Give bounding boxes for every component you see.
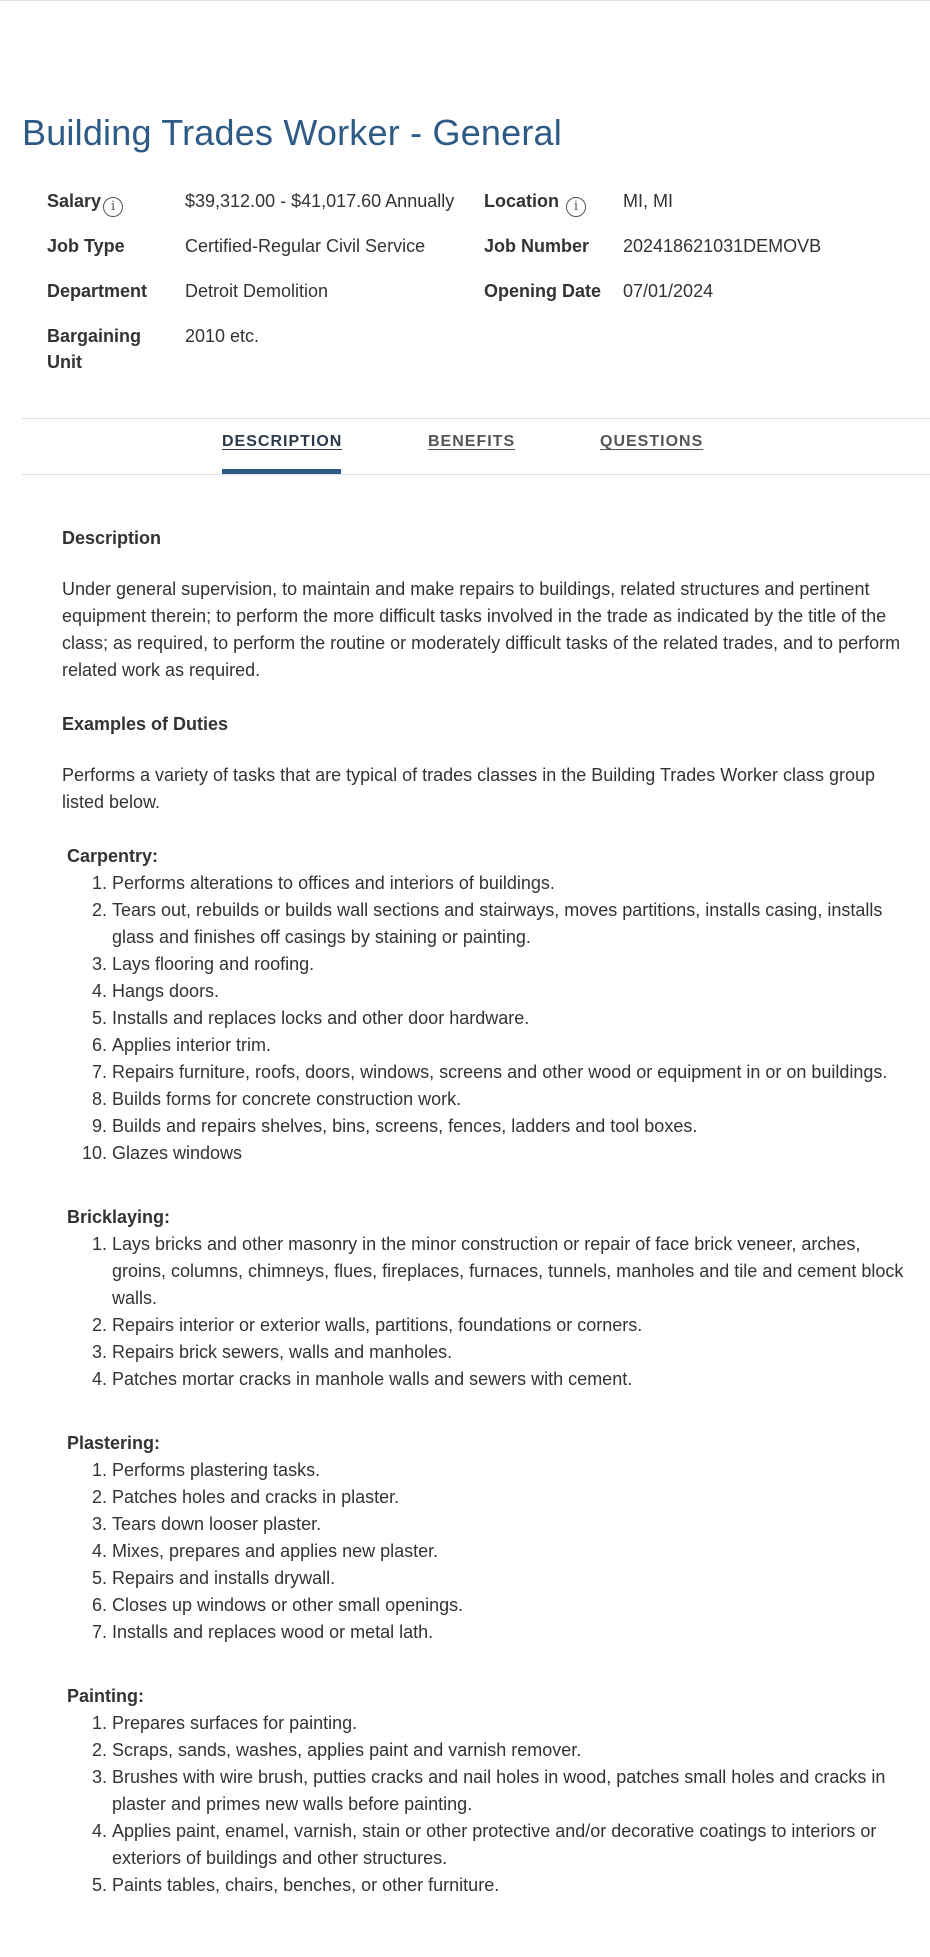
list-item: 6. Closes up windows or other small openings.: [112, 1592, 912, 1619]
job-number-label: Job Number: [484, 236, 590, 256]
salary-info-icon[interactable]: i: [103, 197, 123, 217]
duties-list: [112, 1710, 912, 1899]
bargaining-unit-label: Bargaining Unit: [47, 326, 142, 372]
trade-heading: Carpentry:: [67, 846, 159, 866]
list-item: 9. Builds and repairs shelves, bins, screens, fences, ladders and tool boxes.: [112, 1113, 912, 1140]
list-item: 6. Applies interior trim.: [112, 1032, 912, 1059]
location-value: MI, MI: [623, 191, 673, 211]
list-item: 4. Hangs doors.: [112, 978, 912, 1005]
trades-list: [62, 843, 912, 1899]
duties-list: [112, 1231, 912, 1393]
description-text: Under general supervision, to maintain and make repairs to buildings, related structures and pertinent equipment therein; to perform the more difficult tasks involved in the trade as indicated by the title of the class; as required, to perform the routine or moderately difficult tasks of the related trades, and to perform related work as required.: [62, 579, 901, 680]
trade-section: [62, 843, 912, 1167]
list-item: 4. Patches mortar cracks in manhole walls and sewers with cement.: [112, 1366, 912, 1393]
tab-bar: [22, 418, 930, 475]
trade-heading: Painting:: [67, 1686, 144, 1706]
trade-heading: Plastering:: [67, 1433, 161, 1453]
list-item: 2. Tears out, rebuilds or builds wall sections and stairways, moves partitions, installs casing, installs glass and finishes off casings by staining or painting.: [112, 897, 912, 951]
trade-section: [62, 1683, 912, 1899]
duties-list: [112, 870, 912, 1167]
list-item: 3. Brushes with wire brush, putties cracks and nail holes in wood, patches small holes and cracks in plaster and primes new walls before painting.: [112, 1764, 912, 1818]
trade-section: [62, 1430, 912, 1646]
tab-benefits[interactable]: BENEFITS: [428, 433, 516, 450]
salary-label: Salary i: [47, 188, 123, 217]
list-item: 1. Performs alterations to offices and interiors of buildings.: [112, 870, 912, 897]
department-label: Department: [47, 281, 148, 301]
list-item: 7. Repairs furniture, roofs, doors, windows, screens and other wood or equipment in or on buildings.: [112, 1059, 912, 1086]
list-item: 2. Patches holes and cracks in plaster.: [112, 1484, 912, 1511]
opening-date-label: Opening Date: [484, 281, 602, 301]
description-content: [62, 525, 912, 1899]
list-item: 8. Builds forms for concrete construction work.: [112, 1086, 912, 1113]
list-item: 5. Repairs and installs drywall.: [112, 1565, 912, 1592]
list-item: 2. Repairs interior or exterior walls, partitions, foundations or corners.: [112, 1312, 912, 1339]
description-heading: Description: [62, 528, 162, 548]
list-item: 4. Applies paint, enamel, varnish, stain or other protective and/or decorative coatings to interiors or exteriors of buildings and other structures.: [112, 1818, 912, 1872]
trade-heading: Bricklaying:: [67, 1207, 171, 1227]
tab-description[interactable]: DESCRIPTION: [222, 433, 343, 450]
duties-heading: Examples of Duties: [62, 714, 229, 734]
list-item: 2. Scraps, sands, washes, applies paint and varnish remover.: [112, 1737, 912, 1764]
opening-date-value: 07/01/2024: [623, 281, 714, 301]
duties-intro: Performs a variety of tasks that are typical of trades classes in the Building Trades Worker class group listed below.: [62, 765, 876, 812]
list-item: 7. Installs and replaces wood or metal lath.: [112, 1619, 912, 1646]
page-title: Building Trades Worker - General: [22, 112, 562, 153]
tab-questions[interactable]: QUESTIONS: [600, 433, 704, 450]
list-item: 5. Installs and replaces locks and other door hardware.: [112, 1005, 912, 1032]
bargaining-unit-value: 2010 etc.: [185, 326, 260, 346]
list-item: 1. Prepares surfaces for painting.: [112, 1710, 912, 1737]
list-item: 3. Lays flooring and roofing.: [112, 951, 912, 978]
list-item: 4. Mixes, prepares and applies new plaster.: [112, 1538, 912, 1565]
job-number-value: 202418621031DEMOVB: [623, 236, 822, 256]
location-info-icon[interactable]: i: [566, 197, 586, 217]
salary-value: $39,312.00 - $41,017.60 Annually: [185, 191, 455, 211]
list-item: 1. Performs plastering tasks.: [112, 1457, 912, 1484]
list-item: 5. Paints tables, chairs, benches, or other furniture.: [112, 1872, 912, 1899]
department-value: Detroit Demolition: [185, 281, 329, 301]
job-type-label: Job Type: [47, 236, 125, 256]
list-item: 10. Glazes windows: [112, 1140, 912, 1167]
location-label: Location i: [484, 188, 586, 217]
trade-section: [62, 1204, 912, 1393]
list-item: 1. Lays bricks and other masonry in the minor construction or repair of face brick veneer, arches, groins, columns, chimneys, flues, fireplaces, furnaces, tunnels, manholes and tile and cement block walls.: [112, 1231, 912, 1312]
job-type-value: Certified-Regular Civil Service: [185, 236, 426, 256]
list-item: 3. Repairs brick sewers, walls and manholes.: [112, 1339, 912, 1366]
list-item: 3. Tears down looser plaster.: [112, 1511, 912, 1538]
duties-list: [112, 1457, 912, 1646]
top-divider: [0, 0, 930, 1]
active-tab-indicator: [222, 469, 341, 474]
